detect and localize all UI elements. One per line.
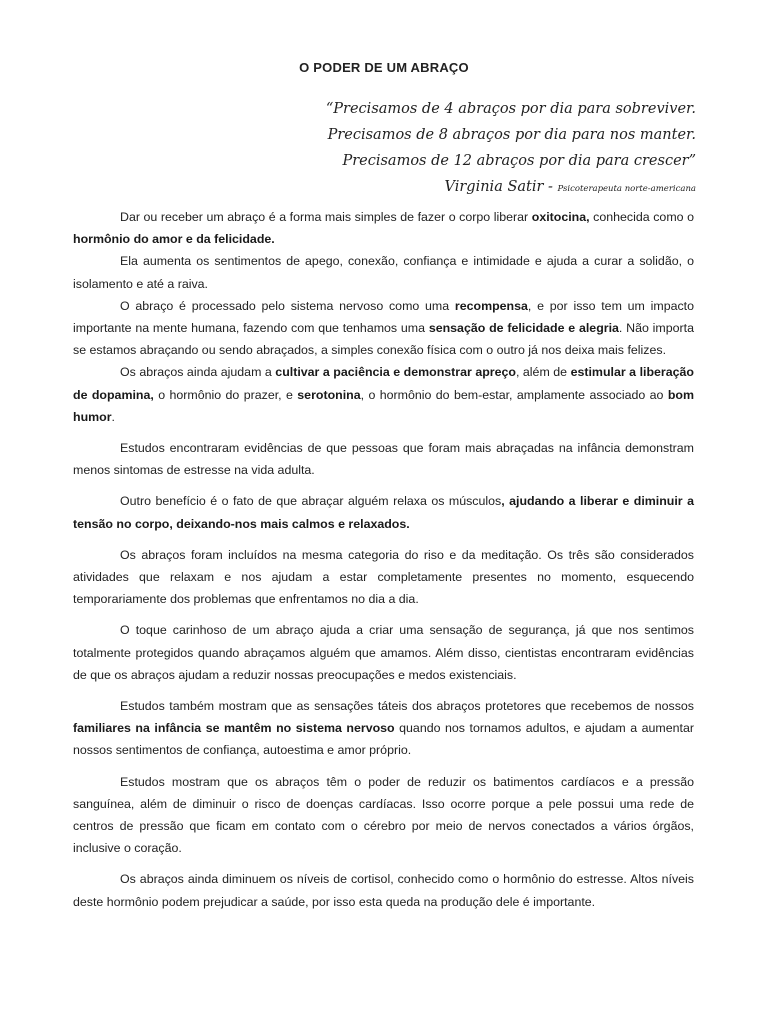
p1-bold-b: oxitocina, xyxy=(531,210,590,224)
p4-text-i: . xyxy=(111,409,115,424)
paragraph-2: Ela aumenta os sentimentos de apego, conexão, confiança e intimidade e ajuda a curar a solidão, o isolamento e até a raiva. xyxy=(73,254,694,291)
paragraph-5: Estudos encontraram evidências de que pessoas que foram mais abraçadas na infância demonstram menos sintomas de estresse na vida adulta. xyxy=(73,441,694,478)
p4-bold-b: cultivar a paciência e demonstrar apreço xyxy=(275,365,516,380)
p4-text-e: o hormônio do prazer, e xyxy=(153,387,298,402)
p1-text-a: Dar ou receber um abraço é a forma mais simples de fazer o corpo liberar xyxy=(120,210,532,224)
p3-text-c: , e por isso tem um impacto importante na mente humana, fazendo com que tenhamos uma xyxy=(73,298,695,336)
p3-bold-d: sensação de felicidade e alegria xyxy=(428,321,619,336)
page-title: O PODER DE UM ABRAÇO xyxy=(299,60,469,75)
quote-attribution xyxy=(216,174,696,202)
p4-bold-f: serotonina xyxy=(297,387,361,402)
p9-text-c: quando nos tornamos adultos, e ajudam a aumentar nossos sentimentos de confiança, autoestima e amor próprio. xyxy=(73,721,694,758)
p4-text-a: Os abraços ainda ajudam a xyxy=(120,365,276,380)
paragraph-8: O toque carinhoso de um abraço ajuda a criar uma sensação de segurança, já que nos sentimos totalmente protegidos quando abraçamos alguém que amamos. Além disso, cientistas encontraram evidências de que os abraços ajudam a reduzir nossas preocupações e medos existenciais. xyxy=(73,623,694,682)
p4-text-g: , o hormônio do bem-estar, amplamente associado ao xyxy=(360,387,668,402)
paragraph-11: Os abraços ainda diminuem os níveis de cortisol, conhecido como o hormônio do estresse. Altos níveis deste hormônio podem prejudicar a saúde, por isso esta queda na produção dele é importante. xyxy=(73,872,694,909)
p9-bold-b: familiares na infância se mantêm no sistema nervoso xyxy=(73,721,395,736)
p4-bold-h: bom humor xyxy=(73,387,694,424)
quote-line-3: Precisamos de 12 abraços por dia para crescer” xyxy=(342,153,696,169)
paragraph-7: Os abraços foram incluídos na mesma categoria do riso e da meditação. Os três são considerados atividades que relaxam e nos ajudam a estar completamente presentes no momento, esquecendo temporariamente dos problemas que enfrentamos no dia a dia. xyxy=(73,547,694,607)
quote-line-2: Precisamos de 8 abraços por dia para nos manter. xyxy=(327,127,696,143)
quote-line-1: “Precisamos de 4 abraços por dia para sobreviver. xyxy=(325,101,696,117)
paragraph-10: Estudos mostram que os abraços têm o poder de reduzir os batimentos cardíacos e a pressão sanguínea, além de diminuir o risco de doenças cardíacas. Isso ocorre porque a pele possui uma rede de centros de pressão que ficam em contato com o cérebro por meio de nervos conectados a vários órgãos, inclusive o coração. xyxy=(73,774,694,856)
p1-bold-d: hormônio do amor e da felicidade. xyxy=(73,232,275,247)
quote-author: Virginia Satir - xyxy=(444,179,553,195)
paragraph-3 xyxy=(73,295,694,362)
quote-author-role: Psicoterapeuta norte-americana xyxy=(557,184,696,194)
paragraph-6 xyxy=(73,490,694,534)
p6-text-a: Outro benefício é o fato de que abraçar alguém relaxa os músculos xyxy=(120,494,502,509)
p9-text-a: Estudos também mostram que as sensações táteis dos abraços protetores que recebemos de nossos xyxy=(120,699,694,714)
p4-bold-d: estimular a liberação de dopamina, xyxy=(73,365,694,402)
paragraph-9 xyxy=(73,695,694,762)
p3-text-e: . Não importa se estamos abraçando ou sendo abraçados, a simples conexão física com o outro já nos deixa mais felizes. xyxy=(73,321,694,358)
paragraph-4 xyxy=(73,361,694,428)
document-body xyxy=(73,206,694,913)
p3-text-a: O abraço é processado pelo sistema nervoso como uma xyxy=(120,298,455,313)
p3-bold-b: recompensa xyxy=(454,298,528,313)
p4-text-c: , além de xyxy=(515,365,571,380)
p1-text-c: conhecida como o xyxy=(589,210,694,224)
paragraph-1 xyxy=(73,206,694,250)
epigraph-quote xyxy=(216,96,696,202)
p6-bold-b: , ajudando a liberar e diminuir a tensão no corpo, deixando-nos mais calmos e relaxados. xyxy=(73,494,694,531)
